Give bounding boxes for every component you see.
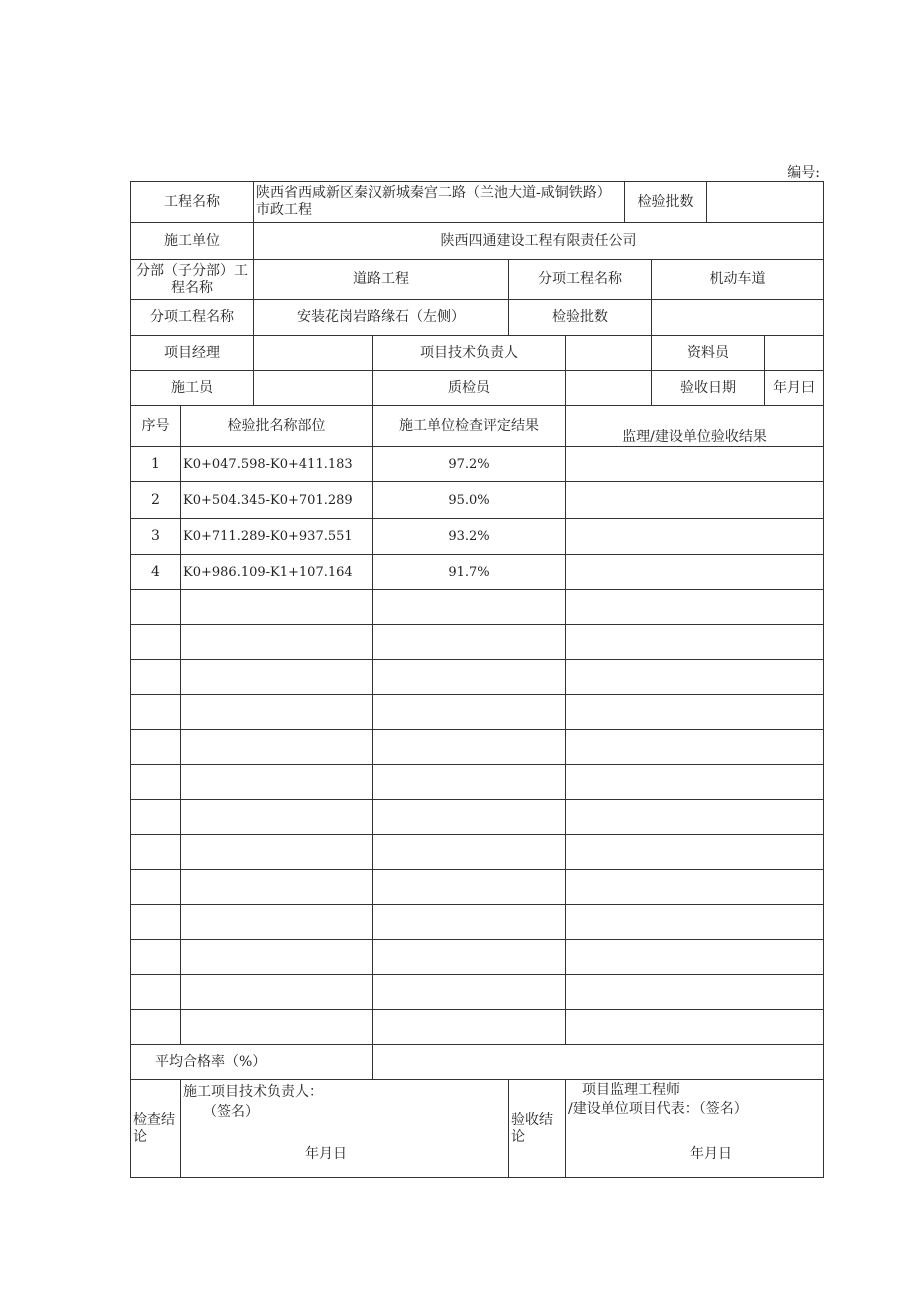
row-location: K0+047.598-K0+411.183: [181, 447, 373, 482]
batch-count-label: 检验批数: [625, 182, 707, 223]
project-manager-label: 项目经理: [131, 336, 254, 371]
table-row: [131, 555, 824, 590]
tech-lead-label: 项目技术负责人: [373, 336, 566, 371]
check-date: 年月日: [305, 1146, 347, 1162]
empty-row: [131, 695, 824, 730]
subitem-label: 分项工程名称: [509, 260, 652, 300]
accept-date: 年月日: [690, 1146, 732, 1162]
average-rate-value[interactable]: [373, 1045, 824, 1080]
worker-label: 施工员: [131, 371, 254, 406]
inspector-label: 质检员: [373, 371, 566, 406]
empty-row: [131, 870, 824, 905]
table-row: [131, 482, 824, 519]
empty-row: [131, 905, 824, 940]
archivist-value[interactable]: [765, 336, 824, 371]
average-rate-label-text: 平均合格率（%）: [155, 1053, 267, 1070]
code-number-label: 编号:: [787, 165, 820, 181]
project-name-label: 工程名称: [131, 182, 254, 223]
tech-lead-value[interactable]: [566, 336, 652, 371]
project-name-value: 陕西省西咸新区秦汉新城秦宫二路（兰池大道-咸铜铁路）市政工程: [254, 182, 625, 223]
division-value: 道路工程: [254, 260, 509, 300]
row-accept[interactable]: [566, 555, 824, 590]
row-no: 1: [131, 447, 181, 482]
item-name-value: 安装花岗岩路缘石（左侧）: [254, 300, 509, 336]
check-sign-note: （签名）: [203, 1104, 259, 1120]
empty-row: [131, 800, 824, 835]
row-location: K0+986.109-K1+107.164: [181, 555, 373, 590]
accept-conclusion-signature[interactable]: [566, 1080, 824, 1178]
row-accept[interactable]: [566, 447, 824, 482]
check-conclusion-signature[interactable]: [181, 1080, 509, 1178]
row-accept[interactable]: [566, 482, 824, 519]
row-result: 93.2%: [373, 519, 566, 555]
check-conclusion-label: 检查结论: [131, 1080, 181, 1178]
division-label: 分部（子分部）工程名称: [131, 260, 254, 300]
accept-conclusion-label: 验收结论: [509, 1080, 566, 1178]
archivist-label: 资料员: [652, 336, 765, 371]
project-manager-value[interactable]: [254, 336, 373, 371]
col-header-result: 施工单位检查评定结果: [373, 406, 566, 447]
accept-sign-note: /建设单位项目代表：（签名）: [568, 1101, 748, 1117]
col-header-location: 检验批名称部位: [181, 406, 373, 447]
row-no: 4: [131, 555, 181, 590]
row-location: K0+504.345-K0+701.289: [181, 482, 373, 519]
row-location: K0+711.289-K0+937.551: [181, 519, 373, 555]
row-no: 2: [131, 482, 181, 519]
item-name-label: 分项工程名称: [131, 300, 254, 336]
empty-row: [131, 940, 824, 975]
row-result: 91.7%: [373, 555, 566, 590]
accept-date-value[interactable]: 年月曰: [765, 371, 824, 406]
average-rate-label: [131, 1045, 373, 1080]
table-row: [131, 447, 824, 482]
empty-row: [131, 625, 824, 660]
empty-row: [131, 730, 824, 765]
empty-row: [131, 660, 824, 695]
row-result: 95.0%: [373, 482, 566, 519]
empty-row: [131, 765, 824, 800]
subitem-value: 机动车道: [652, 260, 824, 300]
constructor-value: 陕西四通建设工程有限责任公司: [254, 223, 824, 260]
row-accept[interactable]: [566, 519, 824, 555]
check-signer-label: 施工项目技术负责人：: [183, 1084, 323, 1100]
accept-signer-label: 项目监理工程师: [582, 1082, 680, 1098]
inspection-summary-table: [130, 181, 824, 1178]
constructor-label: 施工单位: [131, 223, 254, 260]
inspector-value[interactable]: [566, 371, 652, 406]
batch-count2-label: 检验批数: [509, 300, 652, 336]
batch-count2-value[interactable]: [652, 300, 824, 336]
worker-value[interactable]: [254, 371, 373, 406]
empty-row: [131, 590, 824, 625]
batch-count-value[interactable]: [707, 182, 824, 223]
col-header-no: 序号: [131, 406, 181, 447]
empty-row: [131, 835, 824, 870]
accept-date-label: 验收日期: [652, 371, 765, 406]
table-row: [131, 519, 824, 555]
empty-row: [131, 975, 824, 1010]
row-no: 3: [131, 519, 181, 555]
col-header-accept: 监理/建设单位验收结果: [566, 406, 824, 447]
empty-row: [131, 1010, 824, 1045]
row-result: 97.2%: [373, 447, 566, 482]
